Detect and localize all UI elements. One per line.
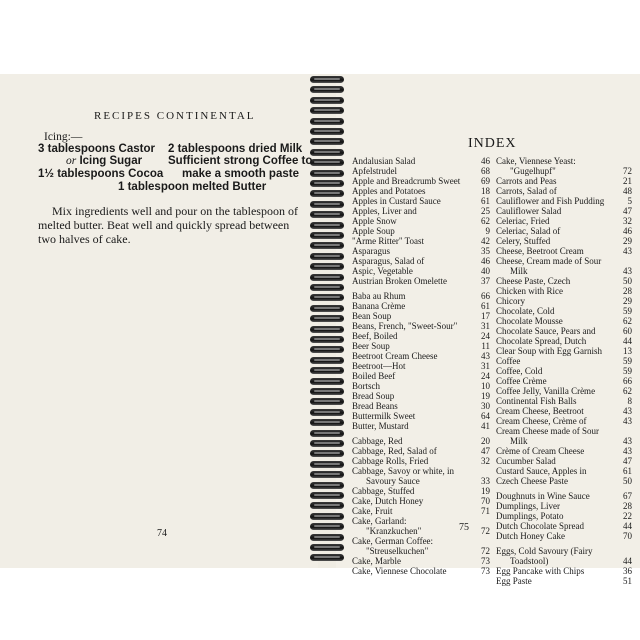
binding-ring bbox=[310, 388, 344, 395]
binding-ring bbox=[310, 274, 344, 281]
binding-ring bbox=[310, 378, 344, 385]
index-entry-title: Egg Paste bbox=[496, 576, 532, 586]
index-entry-title: Baba au Rhum bbox=[352, 291, 406, 301]
index-entry-page: 44 bbox=[623, 521, 632, 531]
binding-ring bbox=[310, 367, 344, 374]
binding-ring bbox=[310, 86, 344, 93]
index-entry-title: Celery, Stuffed bbox=[496, 236, 551, 246]
binding-ring bbox=[310, 107, 344, 114]
index-entry-title: Cabbage Rolls, Fried bbox=[352, 456, 429, 466]
index-entry-title: Doughnuts in Wine Sauce bbox=[496, 491, 590, 501]
index-entry-page: 59 bbox=[623, 356, 632, 366]
index-entry-title: Cheese Paste, Czech bbox=[496, 276, 571, 286]
binding-ring bbox=[310, 471, 344, 478]
binding-ring bbox=[310, 149, 344, 156]
index-entry-page: 51 bbox=[623, 576, 632, 586]
index-entry-page: 46 bbox=[481, 256, 490, 266]
binding-ring bbox=[310, 97, 344, 104]
index-entry-page: 29 bbox=[623, 296, 632, 306]
index-entry-page: 24 bbox=[481, 371, 490, 381]
index-entry-title: Celeriac, Fried bbox=[496, 216, 550, 226]
index-entry-page: 43 bbox=[623, 446, 632, 456]
index-entry-page: 5 bbox=[627, 196, 632, 206]
index-entry-title: Apples in Custard Sauce bbox=[352, 196, 441, 206]
binding-ring bbox=[310, 138, 344, 145]
index-entry-title: Apples and Potatoes bbox=[352, 186, 426, 196]
index-entry-title: Bortsch bbox=[352, 381, 380, 391]
binding-ring bbox=[310, 128, 344, 135]
index-entry-page: 11 bbox=[481, 341, 490, 351]
index-entry-page: 13 bbox=[623, 346, 632, 356]
index-entry-page: 47 bbox=[623, 456, 632, 466]
index-entry-page: 44 bbox=[623, 556, 632, 566]
index-entry-page: 20 bbox=[481, 436, 490, 446]
index-entry-page: 43 bbox=[623, 406, 632, 416]
index-entry-title: "Arme Ritter" Toast bbox=[352, 236, 425, 246]
index-entry-title: Cake, Garland: bbox=[352, 516, 407, 526]
index-entry-page: 73 bbox=[481, 556, 490, 566]
binding-ring bbox=[310, 357, 344, 364]
running-head: RECIPES CONTINENTAL bbox=[94, 110, 256, 122]
index-entry-title: Dumplings, Liver bbox=[496, 501, 560, 511]
index-entry-page: 44 bbox=[623, 336, 632, 346]
binding-ring bbox=[310, 180, 344, 187]
binding-ring bbox=[310, 430, 344, 437]
index-entry-page: 43 bbox=[481, 351, 490, 361]
index-entry-title: Cake, Fruit bbox=[352, 506, 393, 516]
ingredient-line: 1 tablespoon melted Butter bbox=[118, 181, 267, 193]
index-entry-title: Milk bbox=[510, 266, 528, 276]
index-entry-title: "Kranzkuchen" bbox=[366, 526, 422, 536]
index-entry-title: Cheese, Beetroot Cream bbox=[496, 246, 584, 256]
index-entry-title: Chocolate Sauce, Pears and bbox=[496, 326, 596, 336]
index-entry-title: Carrots and Peas bbox=[496, 176, 557, 186]
binding-ring bbox=[310, 450, 344, 457]
index-entry-title: Apple and Breadcrumb Sweet bbox=[352, 176, 461, 186]
binding-ring bbox=[310, 326, 344, 333]
index-entry-title: Butter, Mustard bbox=[352, 421, 409, 431]
index-entry-page: 22 bbox=[623, 511, 632, 521]
index-entry-page: 50 bbox=[623, 476, 632, 486]
index-entry-title: Bean Soup bbox=[352, 311, 392, 321]
index-entry-title: Beetroot Cream Cheese bbox=[352, 351, 438, 361]
ingredient-line: 3 tablespoons Castor bbox=[38, 143, 155, 155]
index-entry-title: Chocolate Mousse bbox=[496, 316, 563, 326]
binding-ring bbox=[310, 409, 344, 416]
index-entry-page: 47 bbox=[481, 446, 490, 456]
binding-ring bbox=[310, 513, 344, 520]
index-entry-page: 60 bbox=[623, 326, 632, 336]
index-entry-page: 31 bbox=[481, 361, 490, 371]
index-entry-title: Cake, Marble bbox=[352, 556, 401, 566]
index-entry-title: Dutch Chocolate Spread bbox=[496, 521, 584, 531]
index-entry-title: "Gugelhupf" bbox=[510, 166, 556, 176]
index-entry-title: Cream Cheese made of Sour bbox=[496, 426, 599, 436]
index-entry-title: Banana Crème bbox=[352, 301, 406, 311]
index-entry-title: Cucumber Salad bbox=[496, 456, 556, 466]
index-entry-title: Cake, German Coffee: bbox=[352, 536, 434, 546]
index-entry-title: Savoury Sauce bbox=[366, 476, 420, 486]
binding-ring bbox=[310, 482, 344, 489]
index-entry-page: 70 bbox=[481, 496, 490, 506]
binding-ring bbox=[310, 534, 344, 541]
index-entry-page: 19 bbox=[481, 391, 490, 401]
index-entry-title: Continental Fish Balls bbox=[496, 396, 577, 406]
index-entry-title: Cabbage, Red, Salad of bbox=[352, 446, 437, 456]
index-entry-page: 31 bbox=[481, 321, 490, 331]
index-entry-page: 30 bbox=[481, 401, 490, 411]
index-entry-page: 46 bbox=[623, 226, 632, 236]
binding-ring bbox=[310, 263, 344, 270]
index-entry-page: 36 bbox=[623, 566, 632, 576]
index-entry-title: Buttermilk Sweet bbox=[352, 411, 416, 421]
index-entry-page: 71 bbox=[481, 506, 490, 516]
index-entry-page: 70 bbox=[623, 531, 632, 541]
binding-ring bbox=[310, 336, 344, 343]
index-entry-title: Apfelstrudel bbox=[352, 166, 397, 176]
index-entry-title: Milk bbox=[510, 436, 528, 446]
index-entry-title: Dumplings, Potato bbox=[496, 511, 564, 521]
index-entry-title: Carrots, Salad of bbox=[496, 186, 557, 196]
index-entry-page: 19 bbox=[481, 486, 490, 496]
index-entry-page: 37 bbox=[481, 276, 490, 286]
binding-ring bbox=[310, 315, 344, 322]
index-entry-page: 72 bbox=[481, 546, 490, 556]
ingredient-line: 2 tablespoons dried Milk bbox=[168, 143, 303, 155]
index-entry-page: 41 bbox=[481, 421, 490, 431]
index-entry-page: 43 bbox=[623, 436, 632, 446]
index-entry-title: Celeriac, Salad of bbox=[496, 226, 561, 236]
binding-ring bbox=[310, 305, 344, 312]
index-entry-title: Andalusian Salad bbox=[352, 156, 416, 166]
index-entry-title: Apple Soup bbox=[352, 226, 395, 236]
index-entry-page: 67 bbox=[623, 491, 632, 501]
index-entry-page: 72 bbox=[481, 526, 490, 536]
index-entry-title: Boiled Beef bbox=[352, 371, 396, 381]
page-number-right: 75 bbox=[459, 522, 469, 533]
index-entry-page: 62 bbox=[623, 386, 632, 396]
index-entry-page: 43 bbox=[623, 416, 632, 426]
binding-ring bbox=[310, 201, 344, 208]
index-entry-page: 48 bbox=[623, 186, 632, 196]
index-entry-page: 32 bbox=[623, 216, 632, 226]
index-entry-title: Asparagus, Salad of bbox=[352, 256, 425, 266]
binding-ring bbox=[310, 284, 344, 291]
binding-ring bbox=[310, 253, 344, 260]
binding-ring bbox=[310, 159, 344, 166]
index-entry-title: Coffee Crème bbox=[496, 376, 547, 386]
index-entry-page: 29 bbox=[623, 236, 632, 246]
index-entry-page: 50 bbox=[623, 276, 632, 286]
index-entry-page: 24 bbox=[481, 331, 490, 341]
index-entry-title: Bread Soup bbox=[352, 391, 395, 401]
ingredient-line: Sufficient strong Coffee to bbox=[168, 155, 313, 167]
index-entry-title: Dutch Honey Cake bbox=[496, 531, 565, 541]
index-entry-page: 21 bbox=[623, 176, 632, 186]
index-entry-title: Cake, Viennese Chocolate bbox=[352, 566, 447, 576]
icing-label: Icing:— bbox=[44, 131, 83, 143]
index-entry-title: Cheese, Cream made of Sour bbox=[496, 256, 602, 266]
index-entry-page: 61 bbox=[623, 466, 632, 476]
binding-ring bbox=[310, 523, 344, 530]
binding-ring bbox=[310, 502, 344, 509]
index-title: INDEX bbox=[468, 136, 517, 151]
index-entry-page: 35 bbox=[481, 246, 490, 256]
ingredient-line: or Icing Sugar bbox=[66, 155, 143, 167]
index-entry-title: Custard Sauce, Apples in bbox=[496, 466, 587, 476]
index-entry-page: 9 bbox=[485, 226, 490, 236]
index-entry-title: Asparagus bbox=[352, 246, 390, 256]
index-entry-title: Chicory bbox=[496, 296, 525, 306]
index-entry-page: 32 bbox=[481, 456, 490, 466]
index-entry-page: 68 bbox=[481, 166, 490, 176]
index-entry-title: Egg Pancake with Chips bbox=[496, 566, 585, 576]
index-entry-page: 10 bbox=[481, 381, 490, 391]
binding-ring bbox=[310, 419, 344, 426]
index-entry-page: 28 bbox=[623, 286, 632, 296]
ingredient-line: make a smooth paste bbox=[182, 168, 299, 180]
binding-ring bbox=[310, 554, 344, 561]
binding-ring bbox=[310, 118, 344, 125]
binding-ring bbox=[310, 242, 344, 249]
index-entry-title: Cabbage, Savoy or white, in bbox=[352, 466, 454, 476]
index-entry-page: 69 bbox=[481, 176, 490, 186]
index-entry-page: 18 bbox=[481, 186, 490, 196]
index-entry-title: Beetroot—Hot bbox=[352, 361, 406, 371]
index-entry-title: Beans, French, "Sweet-Sour" bbox=[352, 321, 458, 331]
page-number-left: 74 bbox=[157, 528, 167, 539]
index-entry-page: 46 bbox=[481, 156, 490, 166]
index-entry-title: Austrian Broken Omelette bbox=[352, 276, 447, 286]
index-entry-page: 61 bbox=[481, 196, 490, 206]
binding-ring bbox=[310, 211, 344, 218]
index-entry-page: 62 bbox=[481, 216, 490, 226]
index-entry-page: 47 bbox=[623, 206, 632, 216]
index-entry-page: 17 bbox=[481, 311, 490, 321]
index-entry-title: Cake, Dutch Honey bbox=[352, 496, 424, 506]
index-entry-title: Clear Soup with Egg Garnish bbox=[496, 346, 602, 356]
index-entry-title: Bread Beans bbox=[352, 401, 398, 411]
binding-ring bbox=[310, 398, 344, 405]
index-entry-title: Coffee, Cold bbox=[496, 366, 543, 376]
index-entry-title: Chicken with Rice bbox=[496, 286, 563, 296]
binding-ring bbox=[310, 170, 344, 177]
index-entry-page: 40 bbox=[481, 266, 490, 276]
binding-ring bbox=[310, 190, 344, 197]
index-entry-title: "Streuselkuchen" bbox=[366, 546, 429, 556]
method-paragraph: Mix ingredients well and pour on the tablespoon of melted butter. Beat well and quickly spread between two halves of cake. bbox=[38, 204, 298, 246]
binding-ring bbox=[310, 294, 344, 301]
index-entry-title: Apples, Liver and bbox=[352, 206, 417, 216]
binding-ring bbox=[310, 346, 344, 353]
index-entry-title: Cream Cheese, Beetroot bbox=[496, 406, 584, 416]
index-entry-title: Chocolate, Cold bbox=[496, 306, 555, 316]
index-entry-page: 33 bbox=[481, 476, 490, 486]
binding-ring bbox=[310, 222, 344, 229]
index-entry-title: Toadstool) bbox=[510, 556, 549, 566]
binding-ring bbox=[310, 76, 344, 83]
index-entry-title: Cauliflower Salad bbox=[496, 206, 562, 216]
index-entry-title: Czech Cheese Paste bbox=[496, 476, 568, 486]
index-entry-title: Chocolate Spread, Dutch bbox=[496, 336, 587, 346]
index-entry-title: Cream Cheese, Crème of bbox=[496, 416, 587, 426]
index-entry-title: Cabbage, Stuffed bbox=[352, 486, 415, 496]
index-entry-page: 66 bbox=[623, 376, 632, 386]
index-entry-page: 42 bbox=[481, 236, 490, 246]
index-entry-title: Crème of Cream Cheese bbox=[496, 446, 585, 456]
index-entry-page: 62 bbox=[623, 316, 632, 326]
index-entry-page: 8 bbox=[627, 396, 632, 406]
index-entry-page: 61 bbox=[481, 301, 490, 311]
binding-ring bbox=[310, 440, 344, 447]
index-entry-title: Cauliflower and Fish Pudding bbox=[496, 196, 605, 206]
binding-ring bbox=[310, 461, 344, 468]
index-entry-title: Cabbage, Red bbox=[352, 436, 403, 446]
index-entry-page: 25 bbox=[481, 206, 490, 216]
index-entry-title: Coffee bbox=[496, 356, 521, 366]
index-entry-title: Aspic, Vegetable bbox=[352, 266, 413, 276]
ingredient-line: 1½ tablespoons Cocoa bbox=[38, 168, 164, 180]
index-entry-page: 28 bbox=[623, 501, 632, 511]
index-entry-page: 59 bbox=[623, 306, 632, 316]
binding-ring bbox=[310, 232, 344, 239]
index-entry-page: 43 bbox=[623, 246, 632, 256]
spiral-binding bbox=[310, 74, 344, 568]
index-entry-page: 43 bbox=[623, 266, 632, 276]
index-entry-page: 59 bbox=[623, 366, 632, 376]
index-entry-page: 66 bbox=[481, 291, 490, 301]
index-entry-title: Beef, Boiled bbox=[352, 331, 398, 341]
index-entry-page: 73 bbox=[481, 566, 490, 576]
index-entry-title: Beer Soup bbox=[352, 341, 390, 351]
index-entry-title: Cake, Viennese Yeast: bbox=[496, 156, 576, 166]
index-entry-title: Eggs, Cold Savoury (Fairy bbox=[496, 546, 593, 556]
index-entry-title: Apple Snow bbox=[352, 216, 397, 226]
index-entry-title: Coffee Jelly, Vanilla Crème bbox=[496, 386, 596, 396]
binding-ring bbox=[310, 492, 344, 499]
index-entry-page: 72 bbox=[623, 166, 632, 176]
binding-ring bbox=[310, 544, 344, 551]
index-entry-page: 64 bbox=[481, 411, 490, 421]
